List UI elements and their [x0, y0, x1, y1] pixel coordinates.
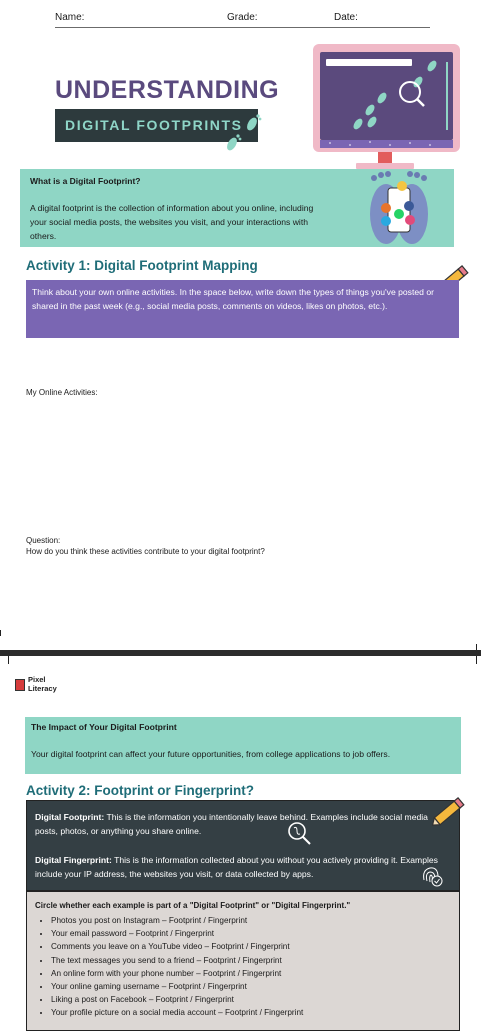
brand-line2: Literacy: [28, 683, 57, 693]
question-text: How do you think these activities contribute to your digital footprint?: [26, 547, 265, 556]
my-online-activities-label: My Online Activities:: [26, 388, 98, 397]
classification-list: [35, 914, 303, 1020]
student-info-line: [55, 11, 430, 28]
monitor-footprints-icon: [320, 52, 453, 148]
list-item: • Photos you post on Instagram – Footprint / Fingerprint: [51, 914, 303, 927]
question-label: Question:: [26, 536, 61, 545]
activity2-title: Activity 2: Footprint or Fingerprint?: [26, 783, 254, 798]
list-item: • An online form with your phone number – Footprint / Fingerprint: [51, 967, 303, 980]
crop-mark: [0, 630, 1, 636]
social-media-feet-icon: [366, 170, 432, 248]
grade-label: Grade:: [227, 12, 258, 23]
reflection-question: [26, 535, 265, 557]
fingerprint-definition: [35, 853, 453, 881]
fingerprint-term: Digital Fingerprint:: [35, 855, 112, 865]
impact-body: Your digital footprint can affect your future opportunities, from college applications to job offers.: [31, 749, 391, 759]
list-item: • Comments you leave on a YouTube video – Footprint / Fingerprint: [51, 940, 303, 953]
definitions-box: [26, 800, 460, 891]
list-item: • Your profile picture on a social media account – Footprint / Fingerprint: [51, 1006, 303, 1019]
pixel-literacy-logo-icon: [15, 679, 25, 691]
list-item: • Liking a post on Facebook – Footprint / Fingerprint: [51, 993, 303, 1006]
brand-line1: Pixel: [28, 675, 46, 684]
list-item: • Your online gaming username – Footprint / Fingerprint: [51, 980, 303, 993]
footprint-def: This is the information you intentionally leave behind. Examples include social media posts, photos, or anything you share online.: [35, 812, 428, 836]
fingerprint-icon: [418, 862, 444, 888]
list-item: • Your email password – Footprint / Fingerprint: [51, 927, 303, 940]
crop-mark: [476, 656, 477, 664]
footprint-definition: [35, 810, 453, 838]
crop-mark: [8, 656, 9, 664]
page-divider: [0, 650, 481, 656]
definition-heading: What is a Digital Footprint?: [30, 176, 141, 186]
pencil-icon: [428, 792, 470, 832]
list-item: • The text messages you send to a friend – Footprint / Fingerprint: [51, 954, 303, 967]
impact-heading: The Impact of Your Digital Footprint: [31, 722, 177, 732]
date-label: Date:: [334, 12, 358, 23]
definition-body: A digital footprint is the collection of information about you online, including your social media posts, the websites you visit, and your interactions with others.: [30, 203, 314, 241]
worksheet-title: UNDERSTANDING: [55, 76, 280, 104]
impact-box: [25, 717, 461, 774]
footprint-term: Digital Footprint:: [35, 812, 105, 822]
worksheet-subtitle: DIGITAL FOOTPRINTS: [55, 109, 258, 142]
activity1-instructions: Think about your own online activities. In the space below, write down the types of things you've posted or shared in the past week (e.g., social media posts, comments on videos, likes on photos, etc.).: [26, 280, 459, 338]
brand-logo-text: [28, 676, 57, 693]
activity1-title: Activity 1: Digital Footprint Mapping: [26, 258, 258, 273]
fingerprint-def: This is the information collected about you without you actively providing it. Examples include your IP address, the websites you visit, or data collected by apps.: [35, 855, 438, 879]
name-label: Name:: [55, 12, 85, 23]
classification-list-box: [26, 891, 460, 1031]
magnifier-icon: [286, 820, 314, 846]
footprints-icon: [222, 112, 264, 156]
classification-instructions: Circle whether each example is part of a "Digital Footprint" or "Digital Fingerprint.": [35, 901, 351, 910]
